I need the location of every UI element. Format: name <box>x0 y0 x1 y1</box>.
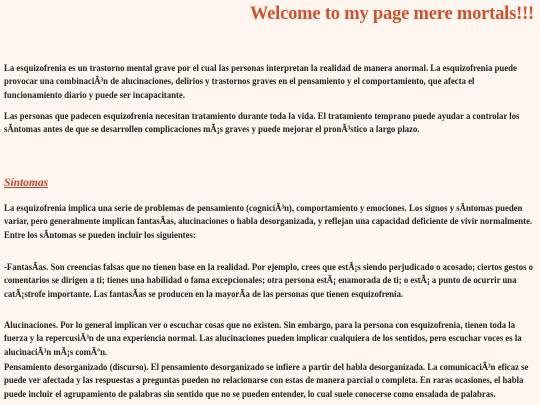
symptom-fantasias-paragraph: -FantasÃas. Son creencias falsas que no tienen base en la realidad. Por ejemplo, crees que estÃ¡s siendo perjudicado o acosado; ciertos gestos o comentarios se dirigen a ti; tienes una habilidad o fama excepcionales; otra persona estÃ¡ enamorada de ti; o estÃ¡ a punto de ocurrir una catÃ¡strofe importante. Las fantasÃas se producen en la mayorÃa de las personas que tienen esquizofrenia. <box>4 263 533 300</box>
symptoms-intro-paragraph: La esquizofrenia implica una serie de problemas de pensamiento (cogniciÃ³n), comportamiento y emociones. Los signos y sÃntomas pueden variar, pero generalmente implican fantasÃas, alucinaciones o habla desorganizada, y reflejan una capacidad deficiente de vivir normalmente. Entre los sÃntomas se pueden incluir los siguientes: <box>4 204 533 241</box>
symptom-pensamiento-paragraph: Pensamiento desorganizado (discurso). El pensamiento desorganizado se infiere a partir del habla desorganizada. La comunicaciÃ³n eficaz se puede ver afectada y las respuestas a preguntas pueden no relacionarse con estas de manera parcial o completa. En raras ocasiones, el habla puede incluir el agrupamiento de palabras sin sentido que no se pueden entender, lo cual suele conocerse como ensalada de palabras. <box>4 363 529 400</box>
page-title: Welcome to my page mere mortals!!! <box>249 4 534 24</box>
intro-paragraph-2: Las personas que padecen esquizofrenia necesitan tratamiento durante toda la vida. El tratamiento temprano puede ayudar a controlar los sÃntomas antes de que se desarrollen complicaciones mÃ¡s graves y puede mejorar el pronÃ³stico a largo plazo. <box>4 112 520 136</box>
symptom-alucinaciones-paragraph: Alucinaciones. Por lo general implican ver o escuchar cosas que no existen. Sin embargo, para la persona con esquizofrenia, tienen toda la fuerza y la repercusiÃ³n de una experiencia normal. Las alucinaciones pueden implicar cualquiera de los sentidos, pero escuchar voces es la alucinaciÃ³n mÃ¡s comÃºn. <box>4 321 522 358</box>
section-heading-sintomas: Síntomas <box>4 177 49 189</box>
intro-paragraph-1: La esquizofrenia es un trastorno mental grave por el cual las personas interpretan la realidad de manera anormal. La esquizofrenia puede provocar una combinaciÃ³n de alucinaciones, delirios y trastornos graves en el pensamiento y el comportamiento, que afecta el funcionamiento diario y puede ser incapacitante. <box>4 64 517 101</box>
